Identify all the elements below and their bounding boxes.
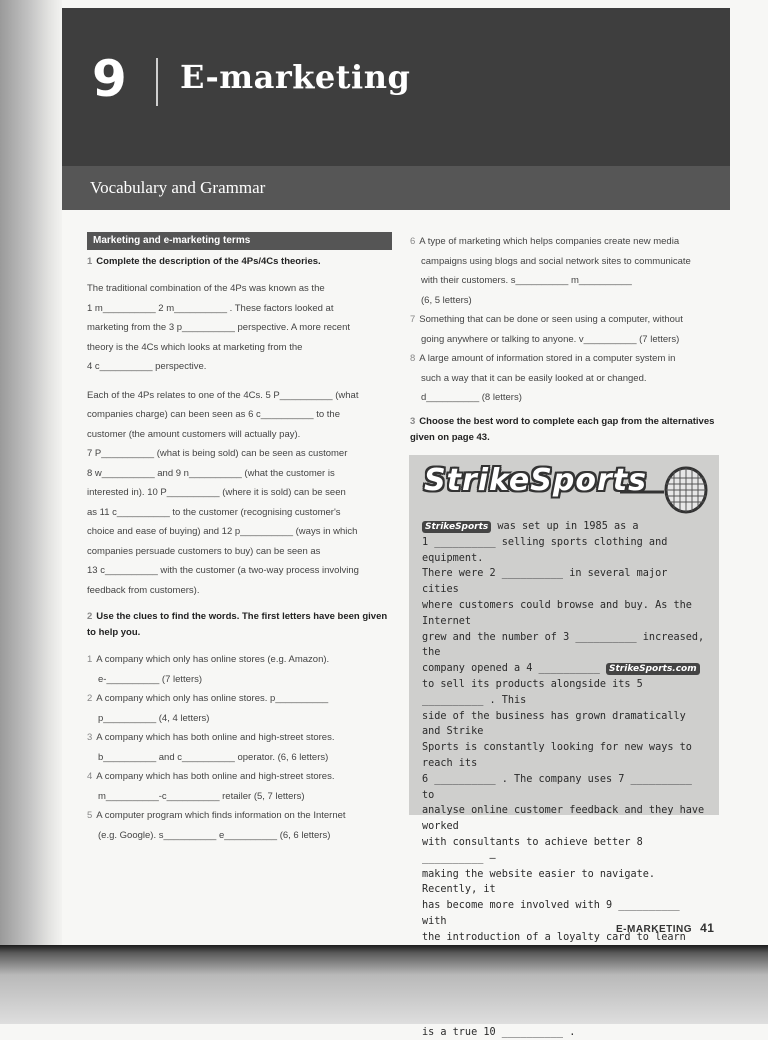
list-item: 2 A company which only has online stores. p__________ p__________ (4, 4 letters) [87, 693, 329, 724]
list-item: 8 A large amount of information stored in a computer system in such a way that it can be easily looked at or changed. d__________ (8 letters) [410, 353, 676, 403]
page-binding-shadow [0, 0, 62, 1024]
strikesports-logo: StrikeSports [424, 463, 647, 498]
tennis-racket-icon [618, 462, 710, 518]
exercise-3-instruction: 3 Choose the best word to complete each gap from the alternatives given on page 43. [410, 415, 715, 443]
page-number: 41 [700, 921, 715, 935]
text-line: marketing from the 3 p__________ perspective. A more recent [87, 322, 350, 333]
text-line: 4 c__________ perspective. [87, 361, 207, 372]
page-edge-shadow [0, 945, 768, 1024]
left-column [87, 232, 392, 845]
text-line: 1 m__________ 2 m__________ . These factors looked at [87, 302, 334, 314]
paragraph-4ps [87, 279, 392, 377]
chapter-number: 9 [92, 50, 127, 108]
list-item: 3 A company which has both online and high-street stores. b__________ and c__________ operator. (6, 6 letters) [87, 732, 335, 763]
paragraph-4cs [87, 386, 392, 601]
text-line: The traditional combination of the 4Ps was known as the [87, 283, 325, 294]
clue-list-left [87, 650, 392, 845]
section-title: Vocabulary and Grammar [90, 178, 266, 197]
strikesports-com-badge: StrikeSports.com [606, 663, 700, 675]
text-line: as 11 c__________ to the customer (recognising customer's [87, 506, 341, 518]
text-line: 8 w__________ and 9 n__________ (what the customer is [87, 467, 335, 479]
right-column [410, 232, 725, 446]
terms-box-title: Marketing and e-marketing terms [87, 232, 392, 250]
footer-label: E-MARKETING [616, 924, 693, 935]
exercise-1-instruction: 1 Complete the description of the 4Ps/4Cs theories. [87, 256, 321, 267]
text-line: companies charge) can been seen as 6 c__________ to the [87, 409, 340, 420]
chapter-divider [156, 58, 158, 106]
section-bar [62, 166, 730, 210]
text-line: choice and ease of buying) and 12 p__________ (ways in which [87, 526, 358, 537]
list-item: 7 Something that can be done or seen using a computer, without going anywhere or talking to anyone. v__________ (7 letters) [410, 314, 683, 345]
text-line: interested in). 10 P__________ (where it is sold) can be seen [87, 487, 346, 498]
text-line: customer (the amount customers will actually pay). [87, 428, 301, 440]
chapter-title: E-marketing [180, 58, 411, 96]
strikesports-badge: StrikeSports [422, 521, 491, 533]
text-line: companies persuade customers to buy) can be seen as [87, 545, 321, 557]
list-item: 1 A company which only has online stores (e.g. Amazon). e-__________ (7 letters) [87, 654, 330, 685]
list-item: 5 A computer program which finds information on the Internet (e.g. Google). s__________ e__________ (6, 6 letters) [87, 810, 346, 841]
text-line: 13 c__________ with the customer (a two-way process involving [87, 565, 359, 576]
strikesports-passage: StrikeSports was set up in 1985 as a 1 __________ selling sports clothing and equipment. There were 2 __________ in several major cities where customers could browse and buy. As the Internet grew and the number of 3 __________ increased, the company opened a 4 __________ StrikeSports.com to sell its products alongside its 5 __________ . This side of the business has grown dramatically and Strike Sports is constantly looking for new ways to reach its 6 __________ . The company uses 7 __________ to analyse online customer feedback and they have worked with consultants to achieve better 8 __________ – making the website easier to navigate. Recently, it has become more involved with 9 __________ with the introduction of a loyalty card to learn is a true 10 __________ . [422, 521, 705, 1038]
text-line: Each of the 4Ps relates to one of the 4Cs. 5 P__________ (what [87, 389, 359, 401]
list-item: 6 A type of marketing which helps companies create new media campaigns using blogs and social network sites to communicate with their customers. s__________ m__________ (6, 5 letters) [410, 236, 691, 306]
page-footer [616, 921, 714, 935]
exercise-2-instruction: 2 Use the clues to find the words. The first letters have been given to help you. [87, 611, 388, 638]
text-line: theory is the 4Cs which looks at marketing from the [87, 341, 303, 353]
text-line: 7 P__________ (what is being sold) can be seen as customer [87, 448, 348, 459]
text-line: feedback from customers). [87, 584, 200, 596]
list-item: 4 A company which has both online and high-street stores. m__________-c__________ retailer (5, 7 letters) [87, 771, 335, 802]
